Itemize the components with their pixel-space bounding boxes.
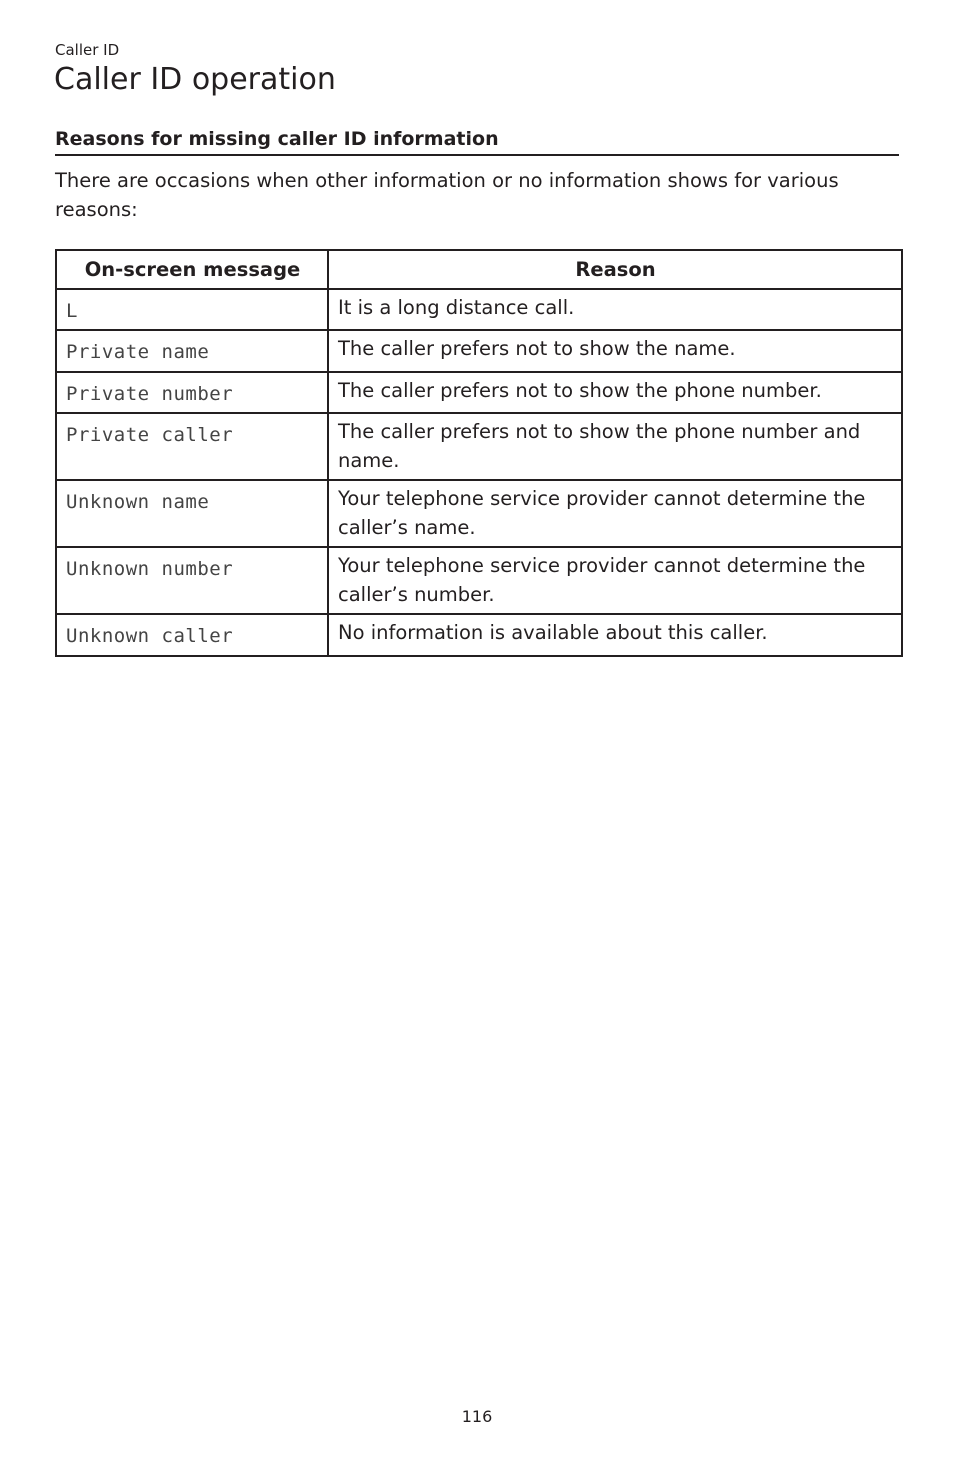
on-screen-message: Private name	[56, 330, 328, 372]
table-row	[56, 480, 902, 547]
reason-text: It is a long distance call.	[328, 289, 902, 331]
on-screen-message: Private number	[56, 372, 328, 414]
subheading: Reasons for missing caller ID information	[55, 126, 899, 156]
column-header-reason: Reason	[328, 250, 902, 289]
reason-text: The caller prefers not to show the phone number and name.	[328, 413, 902, 480]
table-row	[56, 372, 902, 414]
on-screen-message: Private caller	[56, 413, 328, 480]
reason-text: The caller prefers not to show the name.	[328, 330, 902, 372]
table-row	[56, 289, 902, 331]
reason-text: No information is available about this caller.	[328, 614, 902, 656]
table-row	[56, 413, 902, 480]
table-header-row	[56, 250, 902, 289]
caller-id-reasons-table	[55, 249, 903, 657]
table-row	[56, 547, 902, 614]
intro-paragraph: There are occasions when other information or no information shows for various reasons:	[55, 169, 839, 221]
section-label: Caller ID	[55, 41, 120, 59]
reason-text: Your telephone service provider cannot determine the caller’s name.	[328, 480, 902, 547]
page-number: 116	[461, 1407, 493, 1426]
table-row	[56, 330, 902, 372]
on-screen-message: L	[56, 289, 328, 331]
column-header-message: On-screen message	[56, 250, 328, 289]
on-screen-message: Unknown name	[56, 480, 328, 547]
reason-text: The caller prefers not to show the phone number.	[328, 372, 902, 414]
on-screen-message: Unknown caller	[56, 614, 328, 656]
on-screen-message: Unknown number	[56, 547, 328, 614]
reason-text: Your telephone service provider cannot determine the caller’s number.	[328, 547, 902, 614]
table-row	[56, 614, 902, 656]
page-title: Caller ID operation	[54, 62, 336, 97]
